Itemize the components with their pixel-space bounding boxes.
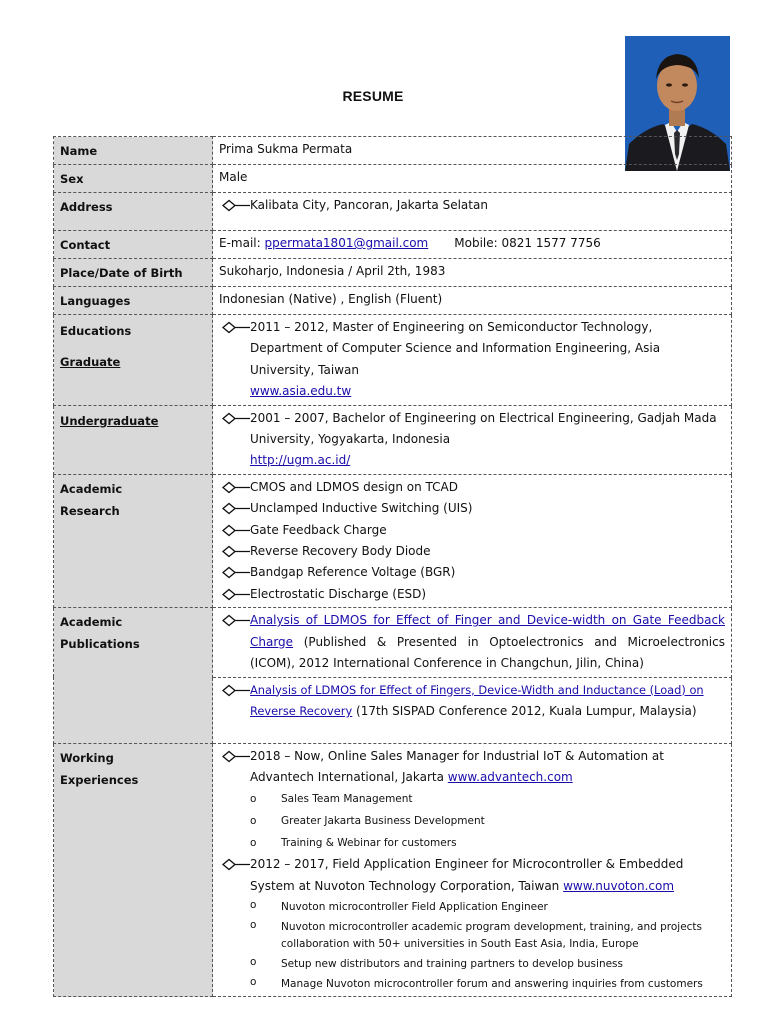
publication-2-link[interactable]: Analysis of LDMOS for Effect of Fingers, Device-Width and Inductance (Load) on Reverse Recovery: [250, 682, 704, 718]
undergraduate-item: [219, 408, 725, 472]
diamond-arrow-icon: [221, 498, 251, 519]
work-label-line1: Working: [60, 750, 114, 765]
work-sub-item-text: Nuvoton microcontroller academic program development, training, and projects collaboration with 50+ universities in South East Asia, India, Europe: [281, 921, 703, 951]
mobile-value: Mobile: 0821 1577 7756: [454, 236, 601, 250]
circle-bullet: o: [250, 899, 257, 912]
work-list: [213, 743, 732, 997]
email-prefix: E-mail:: [219, 236, 265, 250]
email-link[interactable]: ppermata1801@gmail.com: [264, 236, 429, 250]
research-item: [219, 562, 725, 583]
languages-label: Languages: [54, 287, 213, 315]
job-1: [219, 746, 725, 789]
research-item: [219, 584, 725, 605]
diamond-arrow-icon: [221, 746, 251, 767]
name-value: Prima Sukma Permata: [213, 137, 732, 165]
sex-value: Male: [213, 165, 732, 193]
birth-label: Place/Date of Birth: [54, 259, 213, 287]
publication-1-link[interactable]: Analysis of LDMOS for Effect of Finger and Device-width on Gate Feedback Charge: [250, 613, 725, 649]
research-item-text: Reverse Recovery Body Diode: [250, 544, 431, 559]
publications-label-line1: Academic: [60, 615, 123, 630]
diamond-arrow-icon: [221, 408, 251, 429]
job-2-link[interactable]: www.nuvoton.com: [563, 878, 675, 893]
graduate-item: [219, 317, 725, 403]
diamond-arrow-icon: [221, 317, 251, 338]
diamond-arrow-icon: [221, 541, 251, 562]
work-sub-item: [219, 810, 725, 832]
work-sub-item-text: Sales Team Management: [281, 793, 413, 806]
circle-bullet: o: [250, 837, 257, 850]
undergraduate-link[interactable]: http://ugm.ac.id/: [250, 453, 351, 468]
diamond-arrow-icon: [221, 562, 251, 583]
circle-bullet: o: [250, 956, 257, 969]
undergraduate-label: Undergraduate: [60, 413, 159, 428]
work-sub-item: [219, 832, 725, 854]
publication-item: [219, 610, 725, 674]
research-item: [219, 520, 725, 541]
research-item-text: Bandgap Reference Voltage (BGR): [250, 565, 456, 580]
job-1-text: 2018 – Now, Online Sales Manager for Industrial IoT & Automation at Advantech International, Jakarta: [250, 748, 664, 784]
work-sub-item-text: Training & Webinar for customers: [281, 837, 457, 850]
name-label: Name: [54, 137, 213, 165]
research-label-line1: Academic: [60, 481, 123, 496]
work-sub-item: [219, 788, 725, 810]
job-2-text: 2012 – 2017, Field Application Engineer for Microcontroller & Embedded System at Nuvoton Technology Corporation, Taiwan: [250, 857, 684, 893]
contact-value: [213, 231, 732, 259]
work-sub-item: [219, 974, 725, 994]
work-sub-item: [219, 954, 725, 974]
graduate-text: 2011 – 2012, Master of Engineering on Semiconductor Technology, Department of Computer Science and Information Engineering, Asia University, Taiwan: [250, 320, 661, 377]
diamond-arrow-icon: [221, 520, 251, 541]
diamond-arrow-icon: [221, 477, 251, 498]
research-item-text: Electrostatic Discharge (ESD): [250, 586, 427, 601]
work-sub-item-text: Nuvoton microcontroller Field Application Engineer: [281, 901, 548, 914]
research-item: [219, 477, 725, 498]
work-sub-item: [219, 917, 725, 954]
address-label: Address: [54, 193, 213, 231]
publications-label-line2: Publications: [60, 637, 140, 652]
graduate-label: Graduate: [60, 355, 121, 369]
work-label-line2: Experiences: [60, 772, 139, 787]
work-sub-item-text: Manage Nuvoton microcontroller forum and answering inquiries from customers: [281, 978, 703, 991]
undergraduate-text: 2001 – 2007, Bachelor of Engineering on Electrical Engineering, Gadjah Mada University, Yogyakarta, Indonesia: [250, 410, 717, 447]
publication-1-text: (Published & Presented in Optoelectronics and Microelectronics (ICOM), 2012 International Conference in Changchun, Jilin, China): [250, 634, 725, 671]
page-title: RESUME: [342, 88, 404, 104]
address-item: [219, 195, 725, 216]
research-item-text: CMOS and LDMOS design on TCAD: [250, 479, 458, 494]
research-list: [213, 474, 732, 607]
research-item-text: Unclamped Inductive Switching (UIS): [250, 501, 473, 516]
research-item: [219, 541, 725, 562]
circle-bullet: o: [250, 793, 257, 806]
languages-value: Indonesian (Native) , English (Fluent): [213, 287, 732, 315]
research-item: [219, 498, 725, 519]
diamond-arrow-icon: [221, 584, 251, 605]
circle-bullet: o: [250, 919, 257, 932]
diamond-arrow-icon: [221, 610, 251, 631]
work-sub-item: [219, 897, 725, 917]
research-item-text: Gate Feedback Charge: [250, 522, 387, 537]
diamond-arrow-icon: [221, 854, 251, 875]
address-value: Kalibata City, Pancoran, Jakarta Selatan: [250, 198, 488, 212]
work-sub-item-text: Setup new distributors and training partners to develop business: [281, 958, 623, 971]
work-sub-item-text: Greater Jakarta Business Development: [281, 815, 485, 828]
educations-label: Educations: [60, 324, 132, 338]
publication-2-text: (17th SISPAD Conference 2012, Kuala Lumpur, Malaysia): [352, 703, 697, 718]
sex-label: Sex: [54, 165, 213, 193]
graduate-link[interactable]: www.asia.edu.tw: [250, 384, 352, 399]
research-label-line2: Research: [60, 503, 120, 518]
contact-label: Contact: [54, 231, 213, 259]
birth-value: Sukoharjo, Indonesia / April 2th, 1983: [213, 259, 732, 287]
job-1-link[interactable]: www.advantech.com: [447, 769, 573, 784]
circle-bullet: o: [250, 976, 257, 989]
diamond-arrow-icon: [221, 680, 251, 701]
resume-table: [53, 136, 732, 997]
diamond-arrow-icon: [221, 195, 251, 216]
job-2: [219, 854, 725, 897]
publication-item: [219, 680, 725, 723]
circle-bullet: o: [250, 815, 257, 828]
